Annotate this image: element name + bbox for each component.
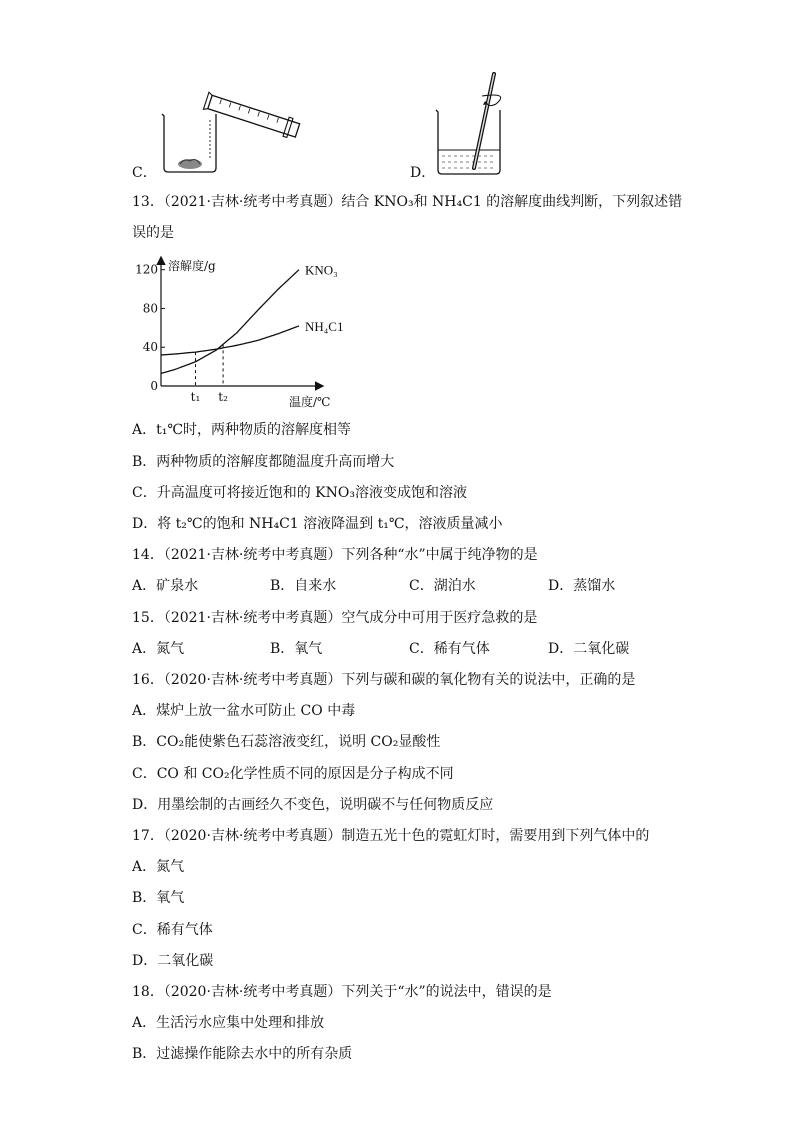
- solubility-chart: [135, 252, 344, 412]
- q14-option-b: B．自来水: [270, 578, 337, 594]
- q15-option-d: D．二氧化碳: [548, 641, 630, 657]
- q16-option-a: A．煤炉上放一盆水可防止 CO 中毒: [132, 703, 356, 719]
- q15-options: [132, 639, 692, 659]
- q18-option-a: A．生活污水应集中处理和排放: [132, 1015, 325, 1031]
- x-tick-label: t₂: [218, 390, 228, 404]
- y-axis-label: 溶解度/g: [168, 259, 216, 273]
- q14-option-a: A．矿泉水: [132, 578, 199, 594]
- series-label-1: NH₄C1: [305, 318, 344, 334]
- q13-option-a: A．t₁℃时，两种物质的溶解度相等: [132, 422, 352, 438]
- q16-stem: 16．（2020·吉林·统考中考真题）下列与碳和碳的氧化物有关的说法中，正确的是: [132, 672, 636, 688]
- q17-stem: 17．（2020·吉林·统考中考真题）制造五光十色的霓虹灯时，需要用到下列气体中的: [132, 828, 650, 844]
- q15-stem: 15．（2021·吉林·统考中考真题）空气成分中可用于医疗急救的是: [132, 610, 538, 626]
- x-tick-label: t₁: [190, 390, 201, 404]
- q15-option-c: C．稀有气体: [409, 641, 490, 657]
- q17-option-c: C．稀有气体: [132, 922, 213, 938]
- q14-options: [132, 576, 692, 596]
- q16-option-d: D．用墨绘制的古画经久不变色，说明碳不与任何物质反应: [132, 797, 494, 813]
- q15-option-b: B．氧气: [270, 641, 323, 657]
- q18-stem: 18．（2020·吉林·统考中考真题）下列关于“水”的说法中，错误的是: [132, 984, 552, 1000]
- q13-option-d: D．将 t₂℃的饱和 NH₄C1 溶液降温到 t₁℃，溶液质量减小: [132, 516, 503, 532]
- figure-d-label: D．: [410, 165, 436, 181]
- q14-stem: 14．（2021·吉林·统考中考真题）下列各种“水”中属于纯净物的是: [132, 547, 538, 563]
- q13-option-b: B．两种物质的溶解度都随温度升高而增大: [132, 454, 395, 470]
- q18-option-b: B．过滤操作能除去水中的所有杂质: [132, 1046, 353, 1062]
- q16-option-b: B．CO₂能使紫色石蕊溶液变红，说明 CO₂显酸性: [132, 734, 441, 750]
- series-line-1: [161, 326, 299, 355]
- q14-option-c: C．湖泊水: [409, 578, 476, 594]
- series-label-0: KNO₃: [305, 262, 338, 278]
- figure-c-label: C．: [132, 165, 157, 181]
- figure-c-pouring: [150, 92, 310, 174]
- series-line-0: [161, 270, 299, 374]
- q17-option-a: A．氮气: [132, 859, 185, 875]
- q13-option-c: C．升高温度可将接近饱和的 KNO₃溶液变成饱和溶液: [132, 485, 467, 501]
- q16-option-c: C．CO 和 CO₂化学性质不同的原因是分子构成不同: [132, 766, 454, 782]
- x-axis-label: 温度/℃: [289, 395, 331, 409]
- figure-d-stirring: [430, 70, 520, 178]
- q17-option-b: B．氧气: [132, 890, 185, 906]
- y-tick-label: 120: [135, 262, 158, 277]
- y-tick-label: 40: [142, 340, 158, 355]
- y-tick-label: 80: [142, 301, 158, 316]
- q13-stem-line1: 13．（2021·吉林·统考中考真题）结合 KNO₃和 NH₄C1 的溶解度曲线判断，下列叙述错: [132, 194, 683, 210]
- y-tick-label: 0: [150, 379, 158, 393]
- q14-option-d: D．蒸馏水: [548, 578, 616, 594]
- q17-option-d: D．二氧化碳: [132, 953, 214, 969]
- q13-stem-line2: 误的是: [132, 225, 174, 241]
- q15-option-a: A．氮气: [132, 641, 185, 657]
